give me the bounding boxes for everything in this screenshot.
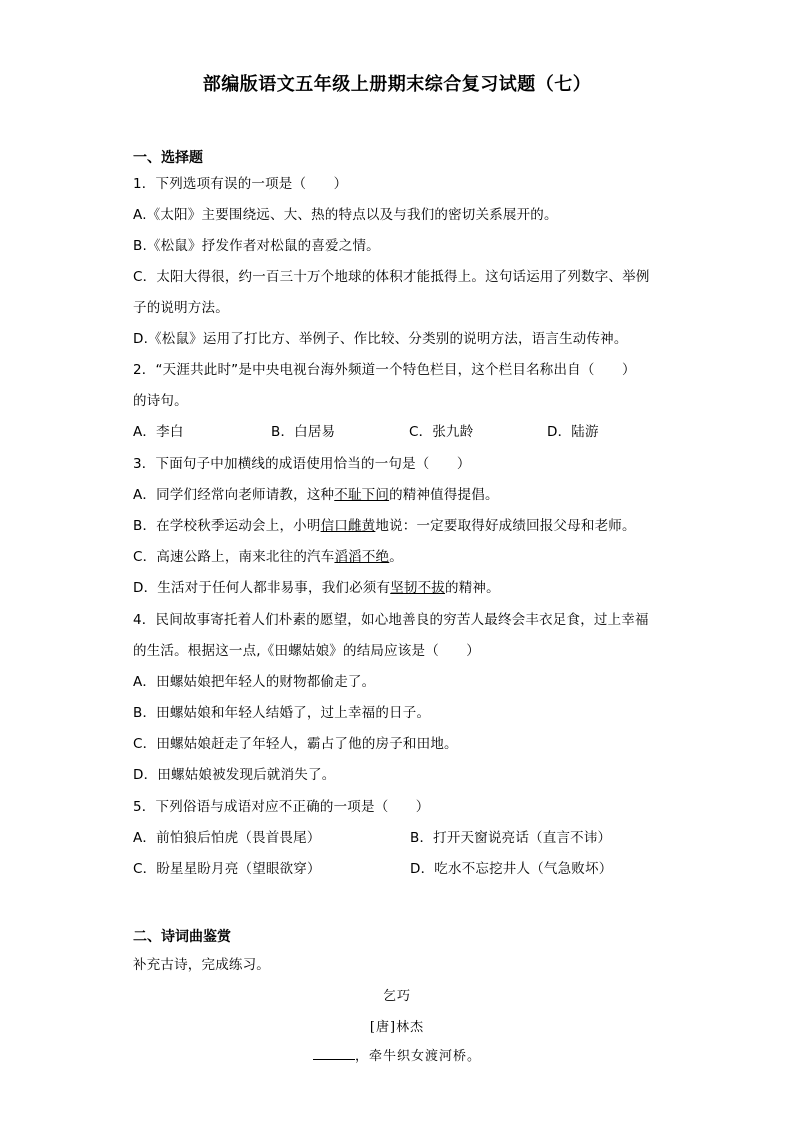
q1-option-c-line2: 子的说明方法。 <box>133 300 229 316</box>
q3-d-text: D．生活对于任何人都非易事，我们必须有 <box>133 580 391 596</box>
q3-option-b <box>133 514 636 534</box>
q1-option-b: B.《松鼠》抒发作者对松鼠的喜爱之情。 <box>133 238 380 254</box>
q3-d-underlined-idiom: 坚韧不拔 <box>390 580 446 596</box>
poem-blank-field[interactable] <box>313 1047 355 1060</box>
q5-option-d: D．吃水不忘挖井人（气急败坏） <box>410 861 613 877</box>
q4-stem-line1: 4．民间故事寄托着人们朴素的愿望，如心地善良的穷苦人最终会丰衣足食，过上幸福 <box>133 612 649 628</box>
q3-stem: 3．下面句子中加横线的成语使用恰当的一句是（ ） <box>133 456 471 472</box>
q5-option-a: A．前怕狼后怕虎（畏首畏尾） <box>133 830 321 846</box>
q5-options-row1 <box>133 826 611 846</box>
q4-stem-line2: 的生活。根据这一点,《田螺姑娘》的结局应该是（ ） <box>133 643 480 659</box>
q1-option-c-line1: C．太阳大得很，约一百三十万个地球的体积才能抵得上。这句话运用了列数字、举例 <box>133 269 650 285</box>
q2-stem-line2: 的诗句。 <box>133 393 188 409</box>
q5-options-row2 <box>133 857 612 877</box>
poem-line-1-text: ，牵牛织女渡河桥。 <box>354 1049 481 1064</box>
q3-a-text: A．同学们经常向老师请教，这种 <box>133 487 335 503</box>
q1-stem: 1．下列选项有误的一项是（ ） <box>133 176 348 192</box>
section-heading-choice: 一、选择题 <box>133 150 203 166</box>
q3-option-c <box>133 545 403 565</box>
q3-b-text-end: 地说：一定要取得好成绩回报父母和老师。 <box>375 518 636 534</box>
poem-title: 乞巧 <box>382 989 411 1004</box>
q3-b-underlined-idiom: 信口雌黄 <box>320 518 376 534</box>
q4-option-d: D．田螺姑娘被发现后就消失了。 <box>133 767 336 783</box>
q3-option-d <box>133 576 500 596</box>
q4-option-b: B．田螺姑娘和年轻人结婚了，过上幸福的日子。 <box>133 705 431 721</box>
section-heading-poetry: 二、诗词曲鉴赏 <box>133 929 231 945</box>
q3-a-text-end: 的精神值得提倡。 <box>389 487 499 503</box>
q3-a-underlined-idiom: 不耻下问 <box>334 487 390 503</box>
q3-c-underlined-idiom: 滔滔不绝 <box>334 549 390 565</box>
q2-option-b: B．白居易 <box>271 424 336 440</box>
q2-option-a: A．李白 <box>133 424 184 440</box>
q2-stem-line1: 2．“天涯共此时”是中央电视台海外频道一个特色栏目，这个栏目名称出自（ ） <box>133 362 636 378</box>
q2-option-c: C．张九龄 <box>409 424 474 440</box>
q4-option-a: A．田螺姑娘把年轻人的财物都偷走了。 <box>133 674 376 690</box>
q1-option-a: A.《太阳》主要围绕远、大、热的特点以及与我们的密切关系展开的。 <box>133 207 558 223</box>
q3-option-a <box>133 483 499 503</box>
poem-author: [唐]林杰 <box>369 1020 425 1035</box>
poetry-intro: 补充古诗，完成练习。 <box>133 957 270 973</box>
q3-d-text-end: 的精神。 <box>445 580 500 596</box>
q4-option-c: C．田螺姑娘赶走了年轻人，霸占了他的房子和田地。 <box>133 736 458 752</box>
q5-stem: 5．下列俗语与成语对应不正确的一项是（ ） <box>133 799 430 815</box>
page-title: 部编版语文五年级上册期末综合复习试题（七） <box>202 74 592 95</box>
q3-c-text: C．高速公路上，南来北往的汽车 <box>133 549 335 565</box>
q2-options <box>133 420 599 440</box>
poem-line-1 <box>0 1045 794 1064</box>
q5-option-b: B．打开天窗说亮话（直言不讳） <box>410 830 612 846</box>
q2-option-d: D．陆游 <box>547 424 599 440</box>
q3-b-text: B．在学校秋季运动会上，小明 <box>133 518 321 534</box>
q5-option-c: C．盼星星盼月亮（望眼欲穿） <box>133 861 321 877</box>
q3-c-text-end: 。 <box>389 549 403 565</box>
q1-option-d: D.《松鼠》运用了打比方、举例子、作比较、分类别的说明方法，语言生动传神。 <box>133 331 628 347</box>
